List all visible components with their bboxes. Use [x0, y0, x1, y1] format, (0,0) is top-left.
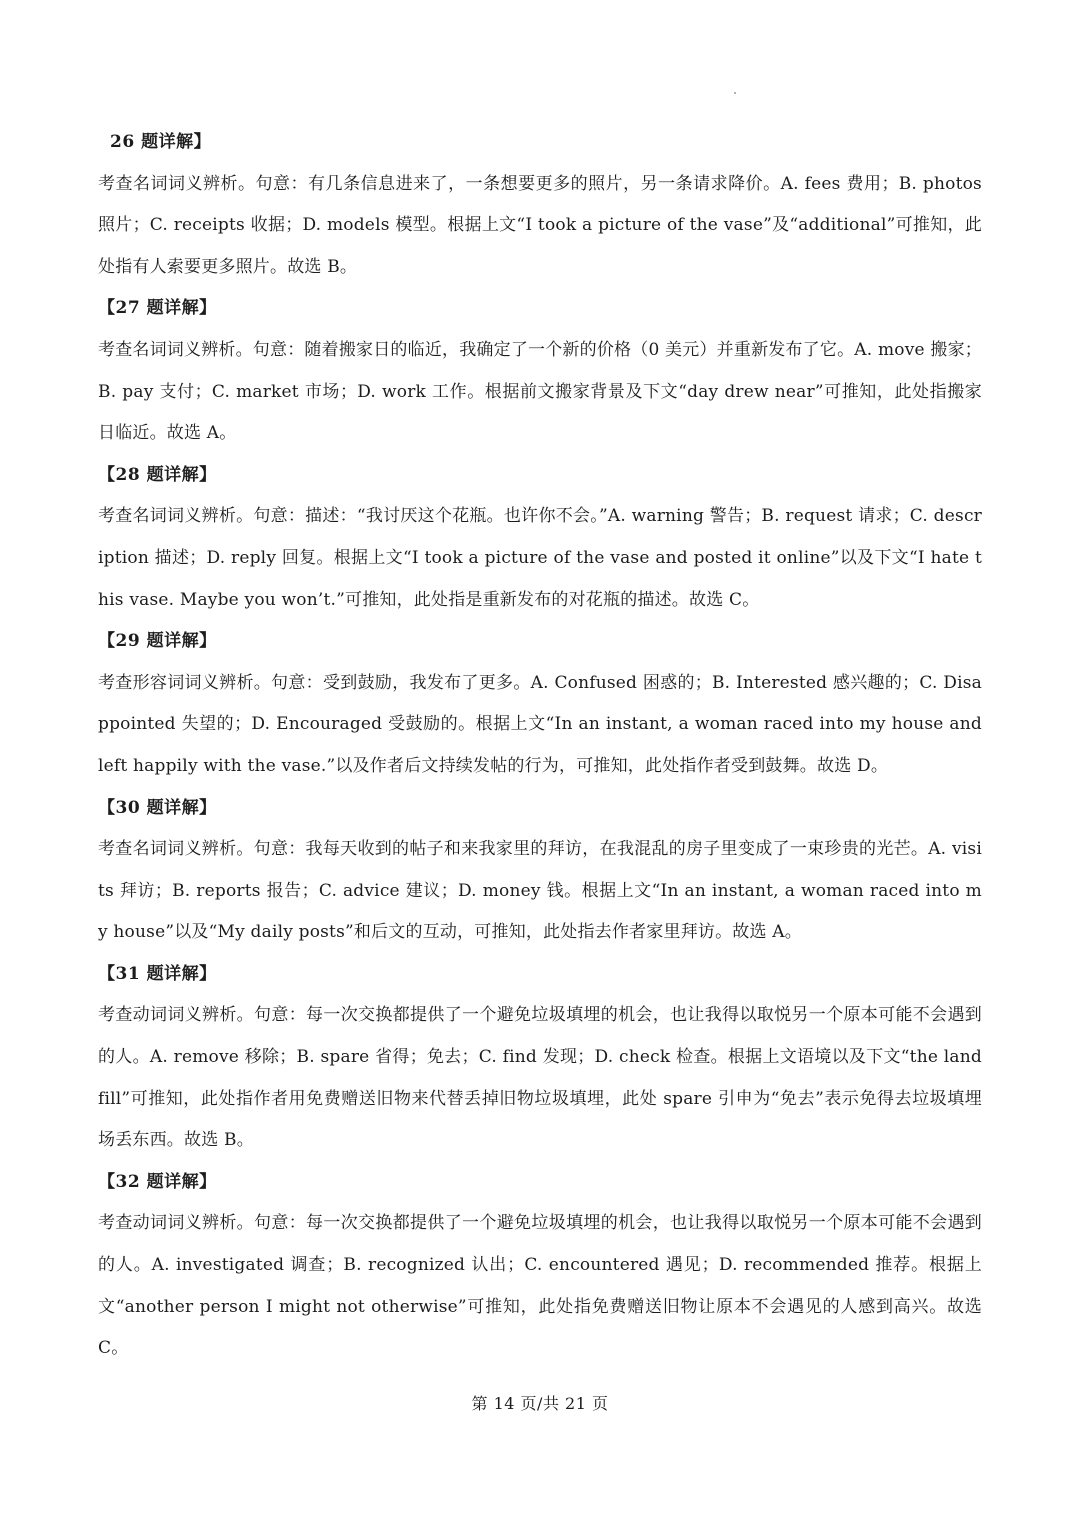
section-text-31: 考查动词词义辨析。句意：每一次交换都提供了一个避免垃圾填埋的机会，也让我得以取悦另一个原本可能不会遇到的人。A. remove 移除；B. spare 省得；免去；C. find 发现；D. check 检查。根据上文语境以及下文“the landfill”可推知，此处指作者用免费赠送旧物来代替丢掉旧物垃圾填埋，此处 spare 引申为“免去”表示免得去垃圾填埋场丢东西。故选 B。 — [98, 1005, 982, 1151]
section-text-26: 考查名词词义辨析。句意：有几条信息进来了，一条想要更多的照片，另一条请求降价。A. fees 费用；B. photos 照片；C. receipts 收据；D. models 模型。根据上文“I took a picture of the vase”及“additional”可推知，此处指有人索要更多照片。故选 B。 — [98, 173, 982, 277]
section-text-27: 考查名词词义辨析。句意：随着搬家日的临近，我确定了一个新的价格（0 美元）并重新发布了它。A. move 搬家；B. pay 支付；C. market 市场；D. work 工作。根据前文搬家背景及下文“day drew near”可推知，此处指搬家日临近。故选 A。 — [98, 339, 982, 444]
section-heading-32: 【32 题详解】 — [98, 1171, 217, 1192]
section-text-29: 考查形容词词义辨析。句意：受到鼓励，我发布了更多。A. Confused 困惑的；B. Interested 感兴趣的；C. Disappointed 失望的；D. Encouraged 受鼓励的。根据上文“In an instant, a woman raced into my house and left happily with the vase.”以及作者后文持续发帖的行为，可推知，此处指作者受到鼓舞。故选 D。 — [98, 672, 982, 776]
section-heading-28: 【28 题详解】 — [98, 464, 217, 485]
answer-explanations — [98, 122, 982, 1370]
section-text-28: 考查名词词义辨析。句意：描述：“我讨厌这个花瓶。也许你不会。”A. warning 警告；B. request 请求；C. description 描述；D. reply 回复。根据上文“I took a picture of the vase and posted it online”以及下文“I hate this vase. Maybe you won’t.”可推知，此处指是重新发布的对花瓶的描述。故选 C。 — [98, 506, 982, 610]
section-heading-29: 【29 题详解】 — [98, 631, 217, 652]
section-heading-31: 【31 题详解】 — [98, 963, 217, 984]
section-heading-26: 26 题详解】 — [110, 132, 212, 152]
section-heading-30: 【30 题详解】 — [98, 797, 217, 818]
section-heading-27: 【27 题详解】 — [98, 298, 217, 319]
section-text-30: 考查名词词义辨析。句意：我每天收到的帖子和来我家里的拜访，在我混乱的房子里变成了一束珍贵的光芒。A. visits 拜访；B. reports 报告；C. advice 建议；D. money 钱。根据上文“In an instant, a woman raced into my house”以及“My daily posts”和后文的互动，可推知，此处指去作者家里拜访。故选 A。 — [98, 839, 982, 943]
scan-speck — [734, 92, 736, 94]
page-footer: 第 14 页/共 21 页 — [471, 1394, 609, 1413]
section-text-32: 考查动词词义辨析。句意：每一次交换都提供了一个避免垃圾填埋的机会，也让我得以取悦另一个原本可能不会遇到的人。A. investigated 调查；B. recognized 认出；C. encountered 遇见；D. recommended 推荐。根据上文“another person I might not otherwise”可推知，此处指免费赠送旧物让原本不会遇见的人感到高兴。故选 C。 — [98, 1213, 982, 1359]
